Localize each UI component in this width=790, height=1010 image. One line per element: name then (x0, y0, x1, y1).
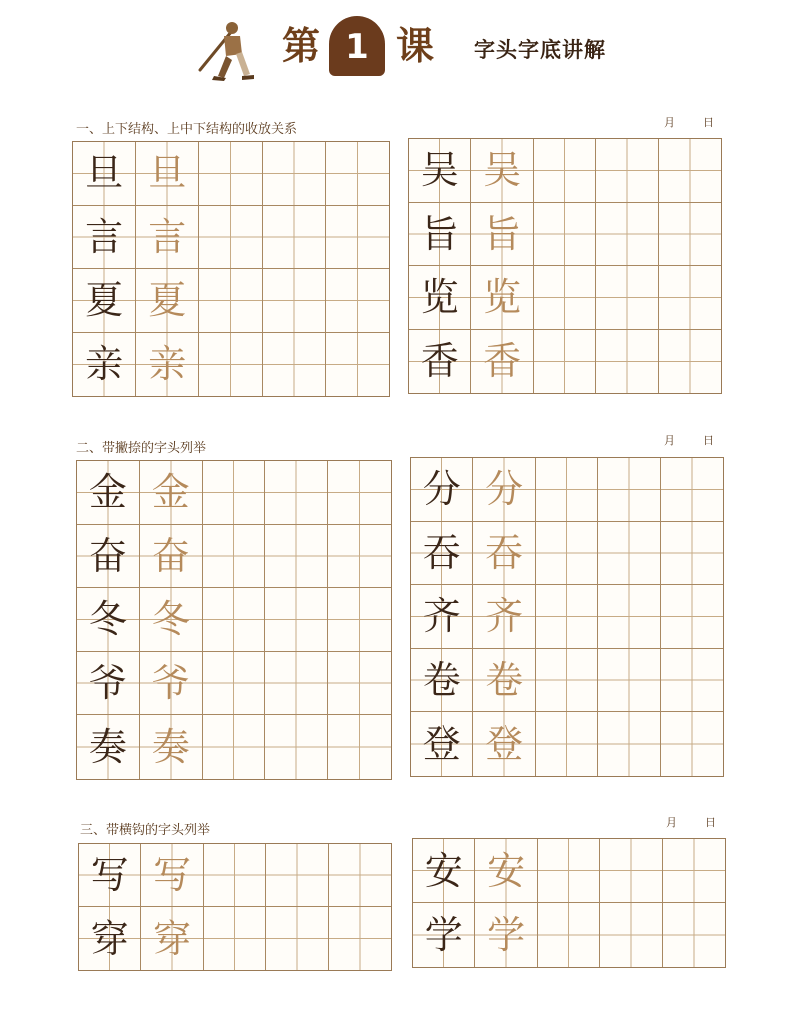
model-character: 吞 (422, 530, 461, 575)
writing-cell[interactable] (326, 269, 389, 333)
trace-character: 卷 (485, 658, 524, 703)
trace-character: 金 (151, 470, 190, 515)
model-char-cell (79, 844, 141, 907)
section-title: 二、带撇捺的字头列举 (76, 441, 207, 456)
writing-cell[interactable] (600, 839, 662, 903)
model-char-cell (73, 142, 136, 206)
writing-cell[interactable] (598, 585, 660, 649)
model-character: 吴 (420, 148, 459, 193)
trace-char-cell (475, 903, 537, 967)
trace-character: 旦 (148, 151, 187, 196)
model-char-cell (73, 206, 136, 270)
writing-cell[interactable] (598, 522, 660, 586)
trace-character: 写 (153, 853, 192, 897)
writing-cell[interactable] (328, 715, 391, 779)
model-char-cell (77, 525, 140, 589)
trace-char-cell (473, 522, 535, 586)
practice-grid-left (72, 141, 390, 397)
writing-cell[interactable] (328, 652, 391, 716)
model-char-cell (73, 333, 136, 397)
date-month-label: 月 (664, 434, 675, 447)
writing-cell[interactable] (536, 649, 598, 713)
model-char-cell (411, 712, 473, 776)
trace-character: 冬 (151, 597, 190, 642)
writing-cell[interactable] (263, 269, 326, 333)
model-char-cell (411, 458, 473, 522)
writing-cell[interactable] (538, 903, 600, 967)
writing-cell[interactable] (204, 907, 266, 970)
model-character: 览 (420, 275, 459, 320)
trace-char-cell (136, 142, 199, 206)
trace-char-cell (140, 525, 203, 589)
writing-cell[interactable] (596, 330, 658, 394)
model-character: 登 (422, 722, 461, 767)
writing-cell[interactable] (538, 839, 600, 903)
writing-cell[interactable] (661, 649, 723, 713)
writing-cell[interactable] (596, 203, 658, 267)
writing-cell[interactable] (661, 458, 723, 522)
writing-cell[interactable] (199, 142, 262, 206)
model-character: 学 (424, 913, 463, 957)
model-character: 旦 (85, 151, 124, 196)
writing-cell[interactable] (199, 333, 262, 397)
model-character: 分 (422, 467, 461, 512)
writing-cell[interactable] (266, 844, 328, 907)
model-character: 夏 (85, 278, 124, 323)
trace-char-cell (473, 585, 535, 649)
writing-cell[interactable] (265, 461, 328, 525)
lesson-label-di: 第 (282, 24, 321, 68)
trace-character: 齐 (485, 594, 524, 639)
trace-char-cell (140, 715, 203, 779)
writing-cell[interactable] (659, 139, 721, 203)
model-character: 奏 (88, 725, 127, 770)
model-character: 齐 (422, 594, 461, 639)
writing-cell[interactable] (536, 585, 598, 649)
trace-char-cell (141, 907, 203, 970)
trace-char-cell (471, 266, 533, 330)
writing-cell[interactable] (598, 649, 660, 713)
practice-grid-left (76, 460, 392, 780)
trace-character: 分 (485, 467, 524, 512)
writing-cell[interactable] (328, 588, 391, 652)
trace-char-cell (473, 649, 535, 713)
practice-grid-right (412, 838, 726, 968)
date-month-label: 月 (666, 816, 677, 829)
model-char-cell (409, 266, 471, 330)
trace-char-cell (471, 139, 533, 203)
writing-cell[interactable] (328, 461, 391, 525)
writing-cell[interactable] (536, 458, 598, 522)
writing-cell[interactable] (263, 142, 326, 206)
model-char-cell (79, 907, 141, 970)
writing-cell[interactable] (329, 907, 391, 970)
model-character: 穿 (90, 916, 129, 961)
section-title: 三、带横钩的字头列举 (80, 823, 211, 838)
model-char-cell (413, 903, 475, 967)
writing-cell[interactable] (263, 206, 326, 270)
writing-cell[interactable] (329, 844, 391, 907)
model-char-cell (411, 585, 473, 649)
trace-char-cell (140, 652, 203, 716)
writing-cell[interactable] (534, 266, 596, 330)
runner-figure-icon (196, 18, 266, 82)
trace-character: 奋 (151, 533, 190, 578)
trace-character: 旨 (483, 211, 522, 256)
trace-char-cell (473, 712, 535, 776)
writing-cell[interactable] (659, 266, 721, 330)
model-character: 言 (85, 214, 124, 259)
trace-character: 览 (483, 275, 522, 320)
trace-character: 安 (487, 848, 526, 893)
writing-cell[interactable] (596, 266, 658, 330)
model-character: 香 (420, 339, 459, 384)
trace-character: 学 (487, 913, 526, 957)
trace-character: 亲 (148, 342, 187, 387)
trace-character: 穿 (153, 916, 192, 961)
model-char-cell (409, 203, 471, 267)
practice-grid-left (78, 843, 392, 971)
writing-cell[interactable] (596, 139, 658, 203)
writing-cell[interactable] (265, 588, 328, 652)
model-character: 卷 (422, 658, 461, 703)
model-char-cell (411, 649, 473, 713)
date-day-label: 日 (703, 434, 714, 447)
writing-cell[interactable] (326, 142, 389, 206)
trace-char-cell (475, 839, 537, 903)
trace-character: 爷 (151, 661, 190, 706)
writing-cell[interactable] (328, 525, 391, 589)
model-char-cell (77, 652, 140, 716)
writing-cell[interactable] (265, 652, 328, 716)
writing-cell[interactable] (265, 715, 328, 779)
trace-character: 香 (483, 339, 522, 384)
model-character: 金 (88, 470, 127, 515)
writing-cell[interactable] (661, 712, 723, 776)
writing-cell[interactable] (663, 839, 725, 903)
model-character: 旨 (420, 211, 459, 256)
model-char-cell (73, 269, 136, 333)
writing-cell[interactable] (203, 525, 266, 589)
trace-character: 夏 (148, 278, 187, 323)
section-title: 一、上下结构、上中下结构的收放关系 (76, 122, 298, 137)
writing-cell[interactable] (203, 652, 266, 716)
model-char-cell (409, 139, 471, 203)
writing-cell[interactable] (203, 461, 266, 525)
practice-grid-right (408, 138, 722, 394)
writing-cell[interactable] (534, 203, 596, 267)
writing-cell[interactable] (203, 588, 266, 652)
writing-cell[interactable] (326, 333, 389, 397)
writing-cell[interactable] (536, 522, 598, 586)
writing-cell[interactable] (598, 458, 660, 522)
model-character: 安 (424, 848, 463, 893)
writing-cell[interactable] (659, 203, 721, 267)
writing-cell[interactable] (199, 269, 262, 333)
model-char-cell (413, 839, 475, 903)
model-character: 爷 (88, 661, 127, 706)
lesson-header (0, 14, 790, 84)
trace-char-cell (471, 203, 533, 267)
date-field[interactable] (664, 432, 714, 448)
writing-cell[interactable] (663, 903, 725, 967)
writing-cell[interactable] (661, 585, 723, 649)
lesson-number-badge: 1 (329, 16, 385, 76)
model-character: 亲 (85, 342, 124, 387)
writing-cell[interactable] (661, 522, 723, 586)
model-character: 写 (90, 853, 129, 897)
trace-char-cell (136, 269, 199, 333)
practice-grid-right (410, 457, 724, 777)
writing-cell[interactable] (534, 139, 596, 203)
trace-char-cell (471, 330, 533, 394)
trace-char-cell (141, 844, 203, 907)
writing-cell[interactable] (659, 330, 721, 394)
date-day-label: 日 (703, 116, 714, 129)
date-field[interactable] (664, 114, 714, 130)
date-day-label: 日 (705, 816, 716, 829)
writing-cell[interactable] (204, 844, 266, 907)
writing-cell[interactable] (266, 907, 328, 970)
date-field[interactable] (666, 814, 716, 830)
trace-char-cell (140, 461, 203, 525)
trace-character: 登 (485, 722, 524, 767)
trace-char-cell (136, 333, 199, 397)
date-month-label: 月 (664, 116, 675, 129)
lesson-title: 字头字底讲解 (474, 38, 606, 62)
model-char-cell (409, 330, 471, 394)
model-char-cell (77, 588, 140, 652)
writing-cell[interactable] (534, 330, 596, 394)
trace-char-cell (136, 206, 199, 270)
writing-cell[interactable] (536, 712, 598, 776)
lesson-label-ke: 课 (396, 24, 435, 68)
model-char-cell (411, 522, 473, 586)
trace-character: 吴 (483, 148, 522, 193)
writing-cell[interactable] (263, 333, 326, 397)
trace-character: 言 (148, 214, 187, 259)
writing-cell[interactable] (203, 715, 266, 779)
model-char-cell (77, 461, 140, 525)
model-character: 奋 (88, 533, 127, 578)
trace-character: 吞 (485, 530, 524, 575)
model-char-cell (77, 715, 140, 779)
trace-character: 奏 (151, 725, 190, 770)
trace-char-cell (140, 588, 203, 652)
writing-cell[interactable] (598, 712, 660, 776)
writing-cell[interactable] (265, 525, 328, 589)
writing-cell[interactable] (600, 903, 662, 967)
model-character: 冬 (88, 597, 127, 642)
writing-cell[interactable] (326, 206, 389, 270)
writing-cell[interactable] (199, 206, 262, 270)
trace-char-cell (473, 458, 535, 522)
